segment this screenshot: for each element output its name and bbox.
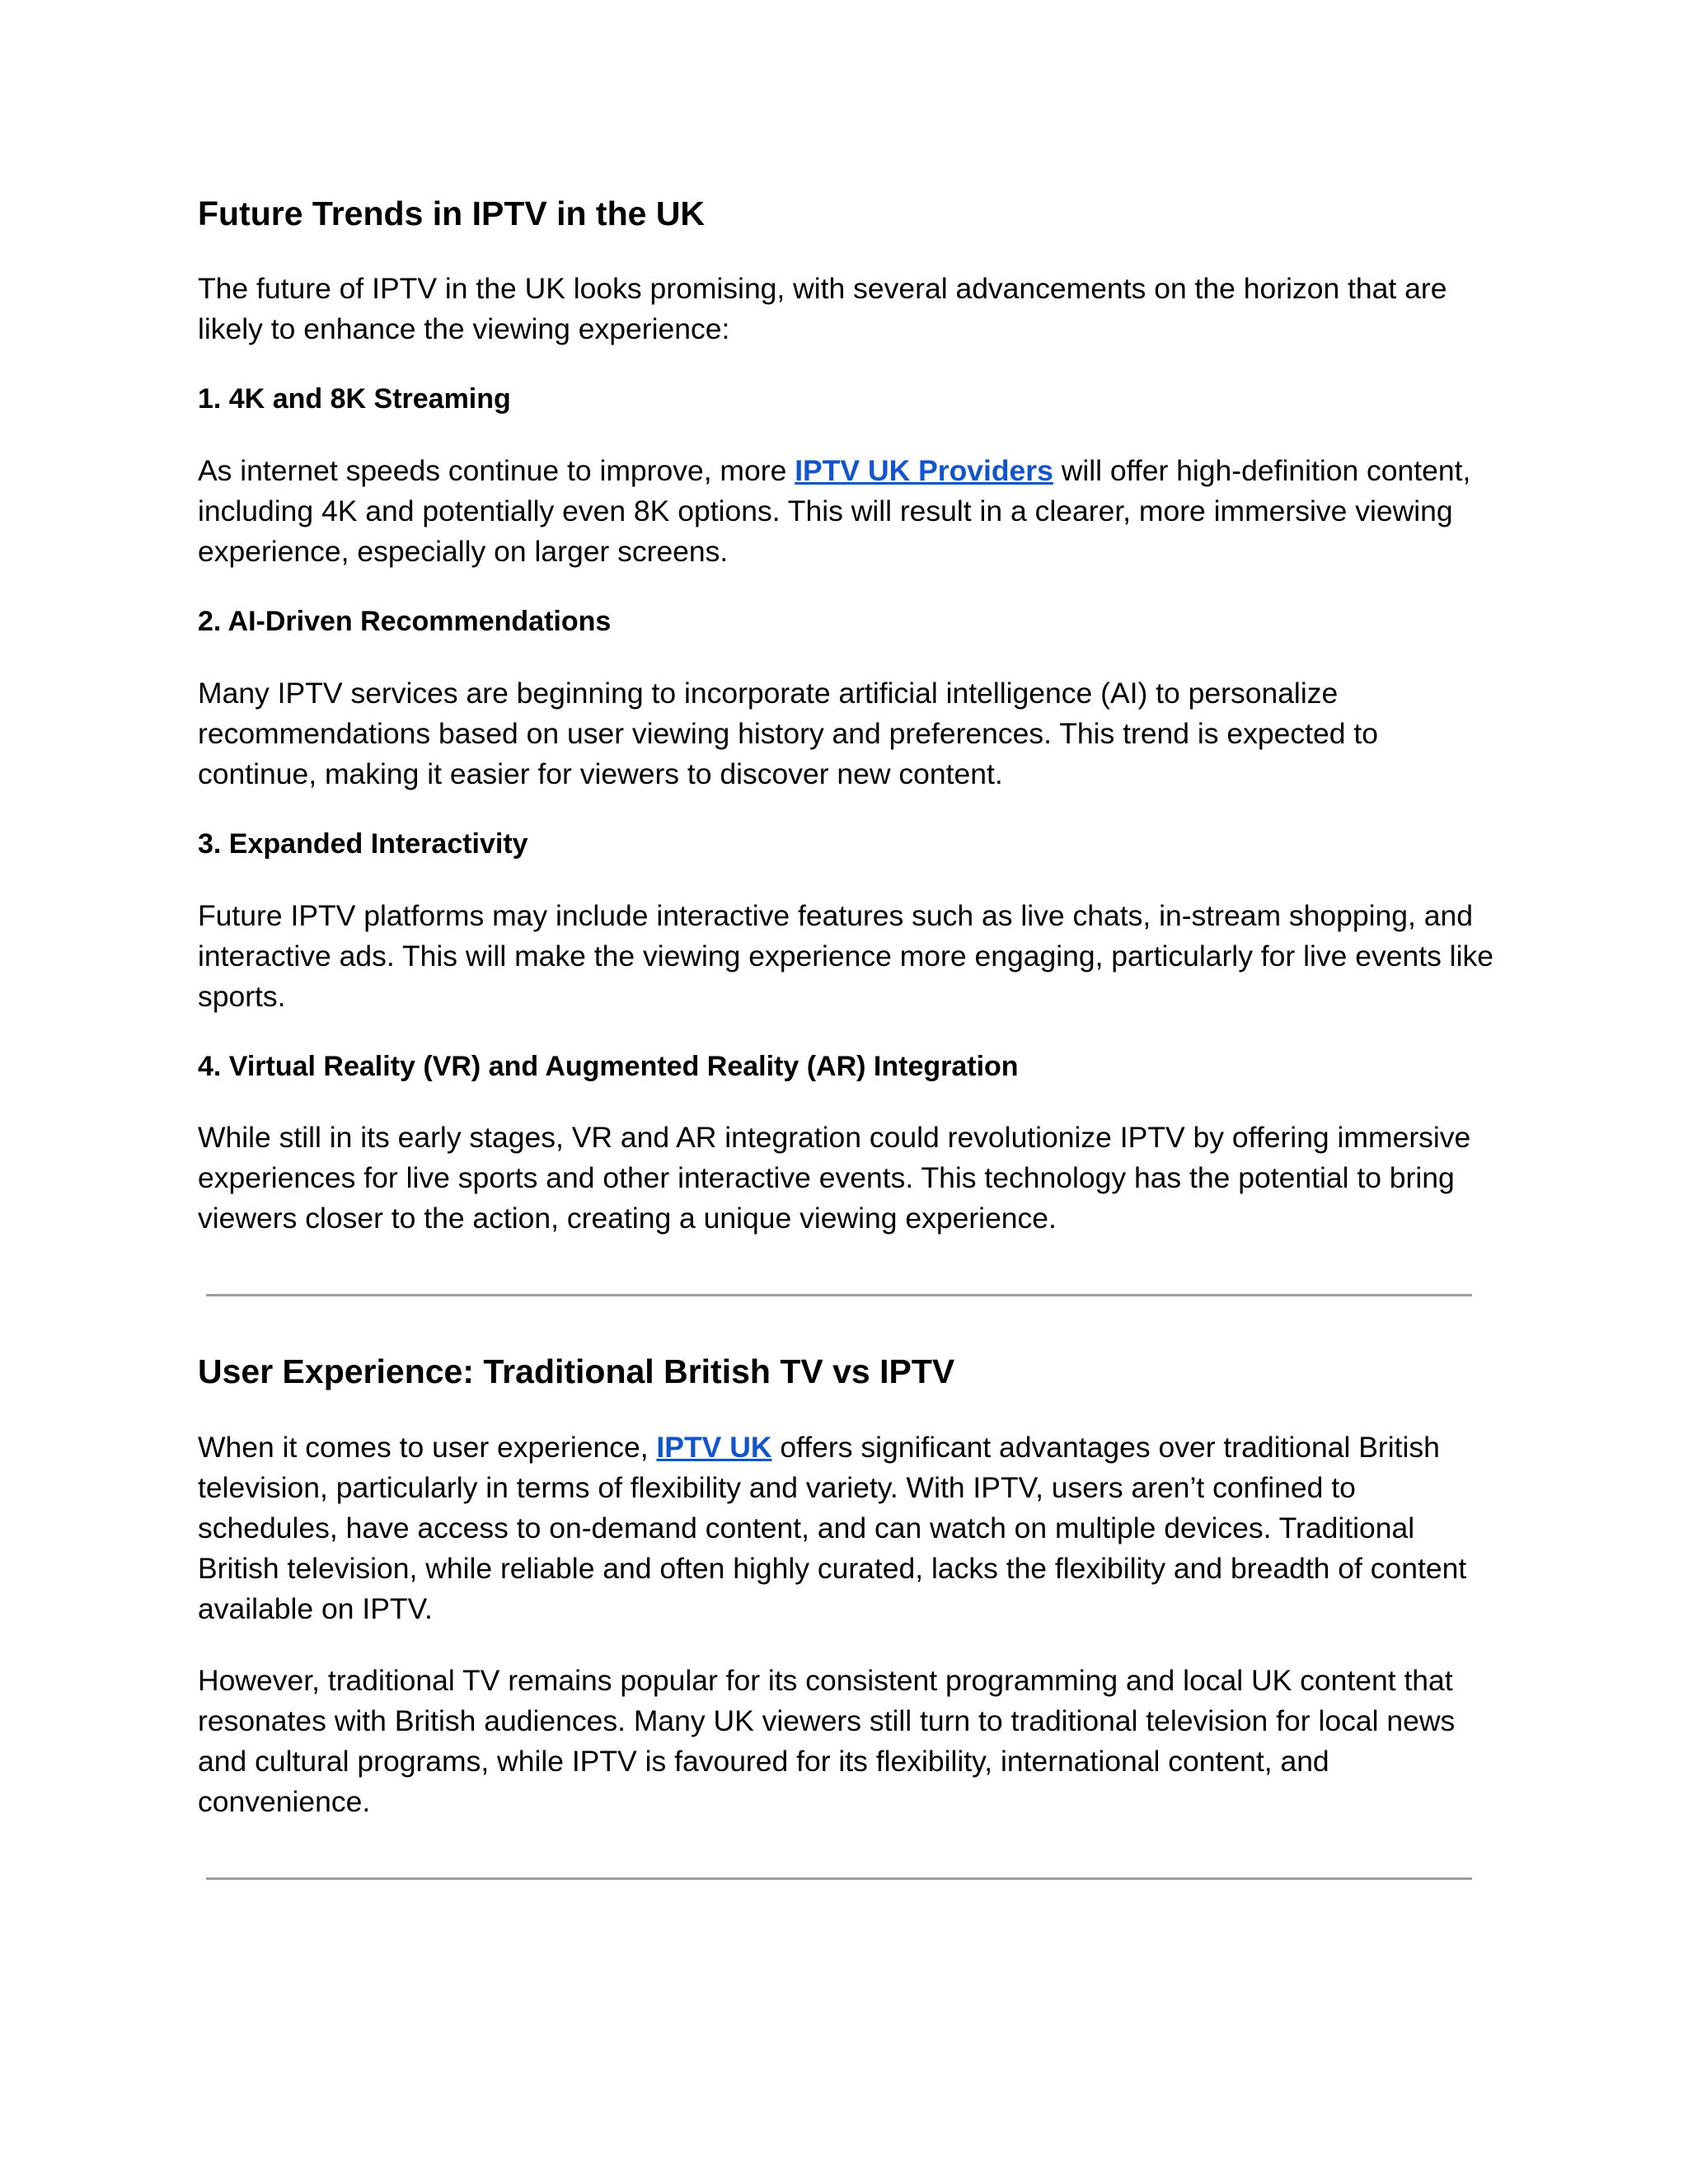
- section-heading-future-trends: Future Trends in IPTV in the UK: [198, 194, 706, 232]
- paragraph-4k-8k-streaming: [198, 451, 1500, 572]
- subheading-vr-ar-integration: 4. Virtual Reality (VR) and Augmented Reality (AR) Integration: [198, 1050, 1019, 1082]
- paragraph-ai-recommendations: Many IPTV services are beginning to incorporate artificial intelligence (AI) to personalize recommendations based on user viewing history and preferences. This trend is expected to continue, making it easier for viewers to discover new content.: [198, 676, 1378, 790]
- subheading-4k-8k-streaming: 1. 4K and 8K Streaming: [198, 383, 511, 415]
- paragraph-text: When it comes to user experience,: [198, 1430, 657, 1464]
- paragraph-text: offers significant advantages over traditional British television, particularly in terms of flexibility and variety. With IPTV, users aren’t confined to schedules, have access to on-demand content, and can watch on multiple devices. Traditional British television, while reliable and often highly curated, lacks the flexibility and breadth of content available on IPTV.: [198, 1430, 1467, 1625]
- section-heading-user-experience: User Experience: Traditional British TV vs IPTV: [198, 1352, 955, 1391]
- link-iptv-uk-providers[interactable]: IPTV UK Providers: [795, 453, 1053, 487]
- paragraph-vr-ar-integration: While still in its early stages, VR and AR integration could revolutionize IPTV by offering immersive experiences for live sports and other interactive events. This technology has the potential to bring viewers closer to the action, creating a unique viewing experience.: [198, 1121, 1471, 1235]
- paragraph-text: As internet speeds continue to improve, more: [198, 453, 795, 487]
- document-content: [198, 190, 1500, 1880]
- paragraph-user-experience-1: [198, 1427, 1500, 1629]
- subheading-ai-recommendations: 2. AI-Driven Recommendations: [198, 605, 612, 637]
- horizontal-divider: [206, 1877, 1472, 1880]
- paragraph-expanded-interactivity: Future IPTV platforms may include interactive features such as live chats, in-stream shopping, and interactive ads. This will make the viewing experience more engaging, particularly for live events like sports.: [198, 898, 1493, 1013]
- subheading-expanded-interactivity: 3. Expanded Interactivity: [198, 827, 528, 860]
- section-intro-paragraph: The future of IPTV in the UK looks promising, with several advancements on the horizon that are likely to enhance the viewing experience:: [198, 272, 1447, 346]
- link-iptv-uk[interactable]: IPTV UK: [656, 1430, 772, 1464]
- horizontal-divider: [206, 1294, 1472, 1296]
- paragraph-user-experience-2: However, traditional TV remains popular for its consistent programming and local UK content that resonates with British audiences. Many UK viewers still turn to traditional television for local news and cultural programs, while IPTV is favoured for its flexibility, international content, and convenience.: [198, 1663, 1456, 1818]
- paragraph-text: will offer high-definition content, including 4K and potentially even 8K options. This will result in a clearer, more immersive viewing experience, especially on larger screens.: [198, 453, 1471, 568]
